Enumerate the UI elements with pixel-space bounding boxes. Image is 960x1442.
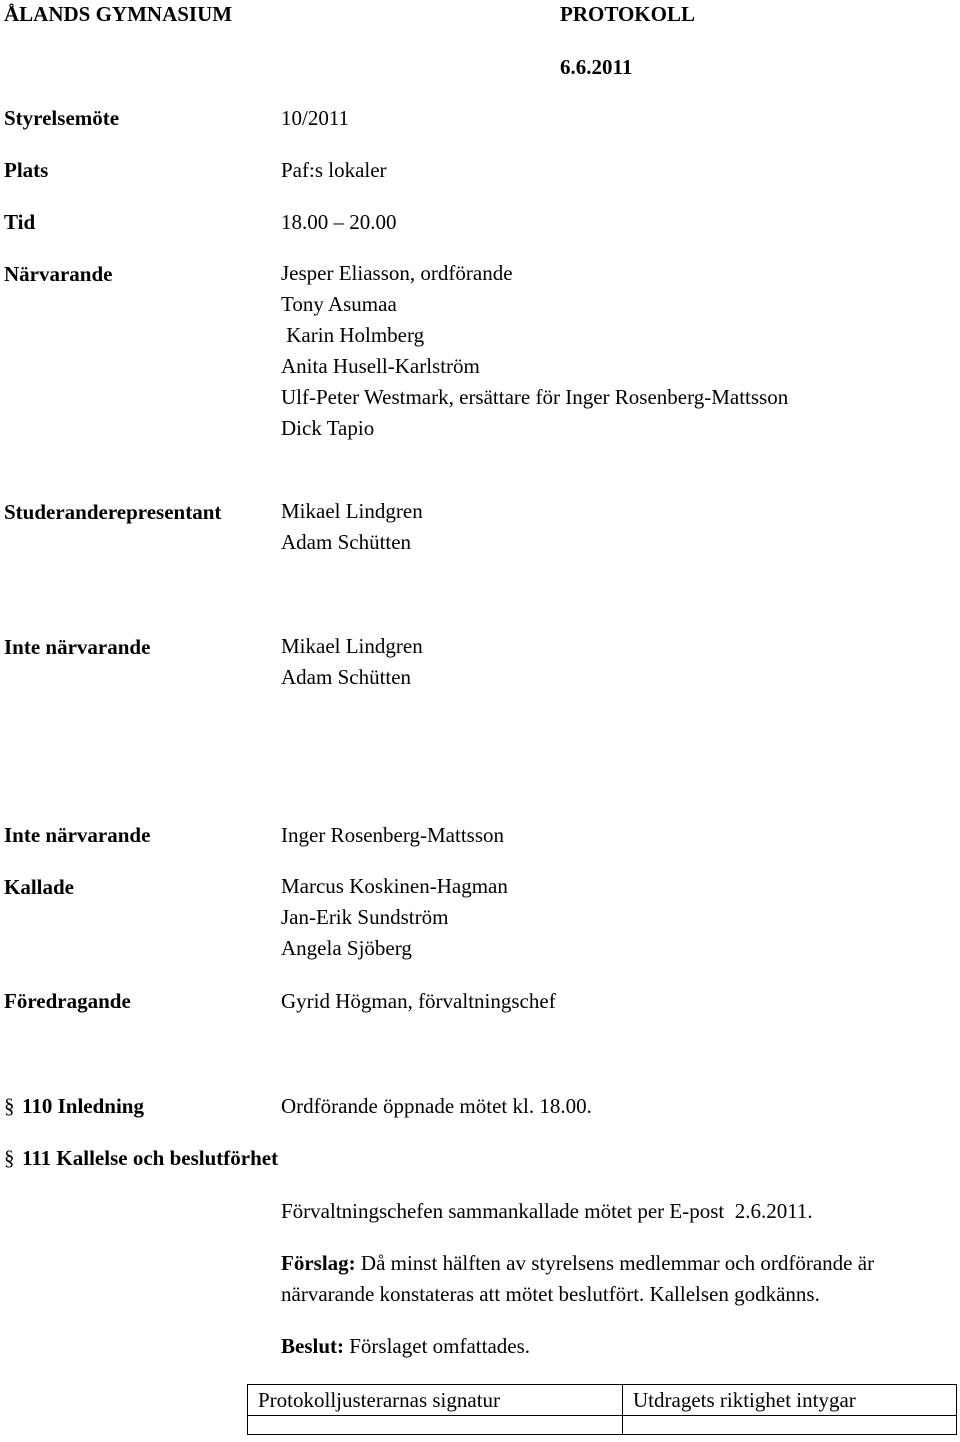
absent-name: Mikael Lindgren	[281, 634, 423, 658]
decision-text: Förslaget omfattades.	[344, 1334, 531, 1358]
table-row	[248, 1416, 957, 1435]
document-type: PROTOKOLL	[560, 2, 695, 26]
signature-table	[247, 1384, 957, 1435]
present-name: Anita Husell-Karlström	[281, 354, 480, 378]
invited-label: Kallade	[4, 875, 75, 899]
decision-label: Beslut:	[281, 1334, 344, 1358]
invited-list	[281, 871, 508, 964]
signature-header-certify: Utdragets riktighet intygar	[623, 1385, 957, 1416]
meeting-label: Styrelsemöte	[4, 106, 120, 130]
proposal-text: Då minst hälften av styrelsens medlemmar och ordförande är närvarande konstateras att mötet beslutfört. Kallelsen godkänns.	[281, 1251, 875, 1306]
document-date: 6.6.2011	[560, 55, 633, 79]
invited-name: Jan-Erik Sundström	[281, 905, 449, 929]
absent-name: Adam Schütten	[281, 665, 412, 689]
absent-label: Inte närvarande	[4, 635, 151, 659]
school-name: ÅLANDS GYMNASIUM	[4, 2, 233, 26]
section-111-notice: Förvaltningschefen sammankallade mötet per E-post 2.6.2011.	[281, 1199, 813, 1223]
present-name: Tony Asumaa	[281, 292, 397, 316]
absent-label-2: Inte närvarande	[4, 823, 151, 847]
present-name: Ulf-Peter Westmark, ersättare för Inger Rosenberg-Mattsson	[281, 385, 789, 409]
meeting-number: 10/2011	[281, 106, 350, 130]
present-name: Dick Tapio	[281, 416, 375, 440]
signature-cell-certify[interactable]	[623, 1416, 957, 1435]
invited-name: Marcus Koskinen-Hagman	[281, 874, 508, 898]
student-rep-label: Studeranderepresentant	[4, 500, 222, 524]
decision-paragraph	[281, 1331, 951, 1362]
absent-name-2: Inger Rosenberg-Mattsson	[281, 823, 504, 847]
section-110-text: Ordförande öppnade mötet kl. 18.00.	[281, 1094, 592, 1118]
proposal-label: Förslag:	[281, 1251, 356, 1275]
present-list	[281, 258, 788, 444]
presenter-label: Föredragande	[4, 989, 131, 1013]
place-value: Paf:s lokaler	[281, 158, 387, 182]
student-rep-name: Adam Schütten	[281, 530, 412, 554]
time-label: Tid	[4, 210, 36, 234]
student-rep-list	[281, 496, 423, 558]
section-symbol: §	[4, 1094, 15, 1118]
place-label: Plats	[4, 158, 49, 182]
present-name: Karin Holmberg	[281, 323, 425, 347]
section-symbol: §	[4, 1146, 15, 1170]
present-name: Jesper Eliasson, ordförande	[281, 261, 513, 285]
present-label: Närvarande	[4, 262, 113, 286]
time-value: 18.00 – 20.00	[281, 210, 397, 234]
table-row	[248, 1385, 957, 1416]
invited-name: Angela Sjöberg	[281, 936, 412, 960]
student-rep-name: Mikael Lindgren	[281, 499, 423, 523]
signature-header-adjusters: Protokolljusterarnas signatur	[248, 1385, 623, 1416]
signature-cell-adjusters[interactable]	[248, 1416, 623, 1435]
section-111-title: 111 Kallelse och beslutförhet	[22, 1146, 279, 1170]
proposal-paragraph	[281, 1248, 951, 1310]
presenter-name: Gyrid Högman, förvaltningschef	[281, 989, 556, 1013]
section-110-title: 110 Inledning	[22, 1094, 144, 1118]
absent-list	[281, 631, 423, 693]
